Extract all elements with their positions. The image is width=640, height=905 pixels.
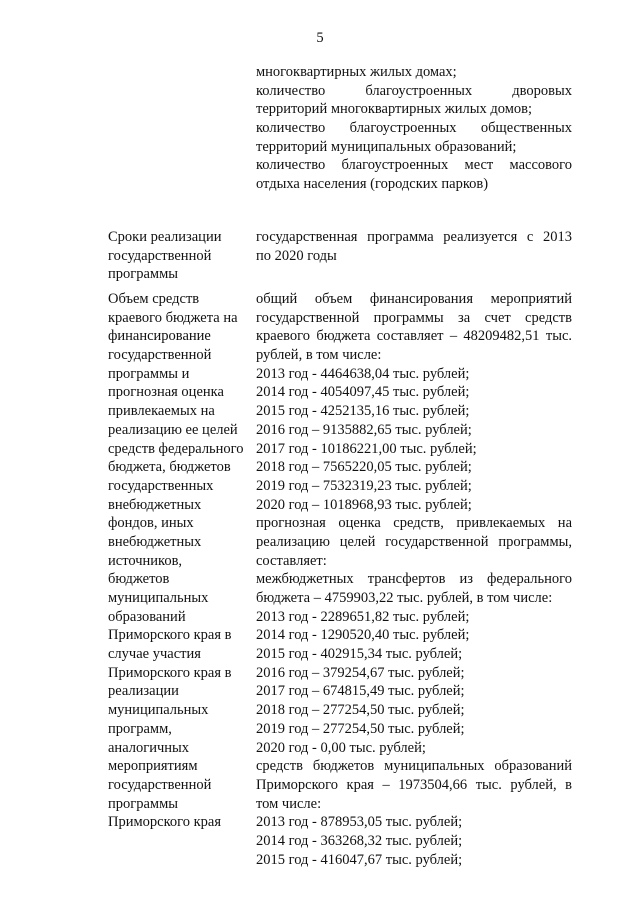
- text-line: финансирование: [108, 328, 211, 345]
- text-line: государственной: [108, 247, 212, 264]
- text-line: прогнозная оценка средств, привлекаемых на: [256, 515, 572, 532]
- text-line: 2020 год - 0,00 тыс. рублей;: [256, 739, 426, 756]
- text-line: краевого бюджета составляет – 48209482,51 тыс.: [256, 328, 572, 345]
- text-line: Приморского края – 1973504,66 тыс. рублей, в: [256, 776, 572, 793]
- text-line: 2019 год – 7532319,23 тыс. рублей;: [256, 477, 472, 494]
- text-line: средств бюджетов муниципальных образований: [256, 758, 572, 775]
- text-line: Приморского края в: [108, 664, 232, 681]
- text-line: программы и: [108, 365, 190, 382]
- text-line: краевого бюджета на: [108, 309, 238, 326]
- text-line: 2017 год - 10186221,00 тыс. рублей;: [256, 440, 477, 457]
- text-line: 2014 год - 1290520,40 тыс. рублей;: [256, 627, 470, 644]
- text-line: образований: [108, 608, 186, 625]
- volume-label: [108, 290, 250, 832]
- text-line: бюджета – 4759903,22 тыс. рублей, в том числе:: [256, 590, 553, 606]
- text-line: межбюджетных трансфертов из федерального: [256, 571, 572, 588]
- text-line: Приморского края в: [108, 627, 232, 644]
- text-line: 2014 год - 363268,32 тыс. рублей;: [256, 832, 463, 849]
- text-line: реализации: [108, 683, 179, 700]
- text-line: общий объем финансирования мероприятий: [256, 291, 572, 307]
- text-line: количество благоустроенных дворовых: [256, 82, 572, 99]
- terms-label: [108, 228, 250, 284]
- text-line: государственной: [108, 776, 212, 793]
- text-line: 2013 год - 878953,05 тыс. рублей;: [256, 814, 463, 831]
- text-line: рублей, в том числе:: [256, 347, 382, 364]
- text-line: 2015 год - 4252135,16 тыс. рублей;: [256, 403, 470, 420]
- text-line: 2018 год – 277254,50 тыс. рублей;: [256, 702, 465, 719]
- text-line: внебюджетных: [108, 533, 202, 550]
- text-line: муниципальных: [108, 702, 209, 719]
- text-line: случае участия: [108, 646, 201, 663]
- text-line: реализацию ее целей: [108, 421, 238, 438]
- text-line: бюджета, бюджетов: [108, 459, 231, 476]
- text-line: 2020 год – 1018968,93 тыс. рублей;: [256, 496, 472, 513]
- page-number: 5: [316, 30, 324, 46]
- text-line: 2013 год - 4464638,04 тыс. рублей;: [256, 365, 470, 382]
- text-line: программы: [108, 795, 178, 812]
- text-line: внебюджетных: [108, 496, 202, 513]
- text-line: 2013 год - 2289651,82 тыс. рублей;: [256, 608, 470, 625]
- text-line: количество благоустроенных мест массового: [256, 157, 572, 174]
- text-line: 2016 год – 9135882,65 тыс. рублей;: [256, 421, 472, 438]
- text-line: средств федерального: [108, 440, 244, 457]
- text-line: территорий муниципальных образований;: [256, 138, 517, 155]
- text-line: 2014 год - 4054097,45 тыс. рублей;: [256, 384, 470, 401]
- text-line: прогнозная оценка: [108, 384, 224, 401]
- text-line: мероприятиям: [108, 758, 198, 775]
- volume-value: [256, 290, 572, 869]
- text-line: государственная программа реализуется с 2013: [256, 229, 572, 245]
- text-line: 2019 год – 277254,50 тыс. рублей;: [256, 720, 465, 737]
- text-line: привлекаемых на: [108, 403, 215, 420]
- text-line: территорий многоквартирных жилых домов;: [256, 101, 533, 118]
- text-line: программ,: [108, 720, 172, 737]
- text-line: программы: [108, 266, 178, 283]
- text-line: 2015 год - 416047,67 тыс. рублей;: [256, 851, 463, 868]
- text-line: государственной: [108, 347, 212, 364]
- text-line: Сроки реализации: [108, 229, 222, 245]
- text-line: государственных: [108, 477, 214, 494]
- text-line: аналогичных: [108, 739, 189, 756]
- text-line: реализацию целей государственной программы,: [256, 533, 572, 550]
- text-line: по 2020 годы: [256, 247, 337, 264]
- text-line: муниципальных: [108, 590, 209, 606]
- text-line: многоквартирных жилых домах;: [256, 64, 457, 80]
- text-line: государственной программы за счет средств: [256, 309, 572, 326]
- text-line: Объем средств: [108, 291, 200, 307]
- terms-value: [256, 228, 572, 265]
- text-line: 2017 год – 674815,49 тыс. рублей;: [256, 683, 465, 700]
- text-line: Приморского края: [108, 814, 222, 831]
- text-line: фондов, иных: [108, 515, 194, 532]
- text-line: бюджетов: [108, 571, 170, 588]
- indicators-continuation: [256, 63, 572, 194]
- text-line: составляет:: [256, 552, 327, 569]
- text-line: отдыха населения (городских парков): [256, 176, 489, 193]
- text-line: количество благоустроенных общественных: [256, 120, 572, 137]
- text-line: 2018 год – 7565220,05 тыс. рублей;: [256, 459, 472, 476]
- text-line: 2016 год – 379254,67 тыс. рублей;: [256, 664, 465, 681]
- text-line: том числе:: [256, 795, 322, 812]
- text-line: источников,: [108, 552, 183, 569]
- text-line: 2015 год - 402915,34 тыс. рублей;: [256, 646, 463, 663]
